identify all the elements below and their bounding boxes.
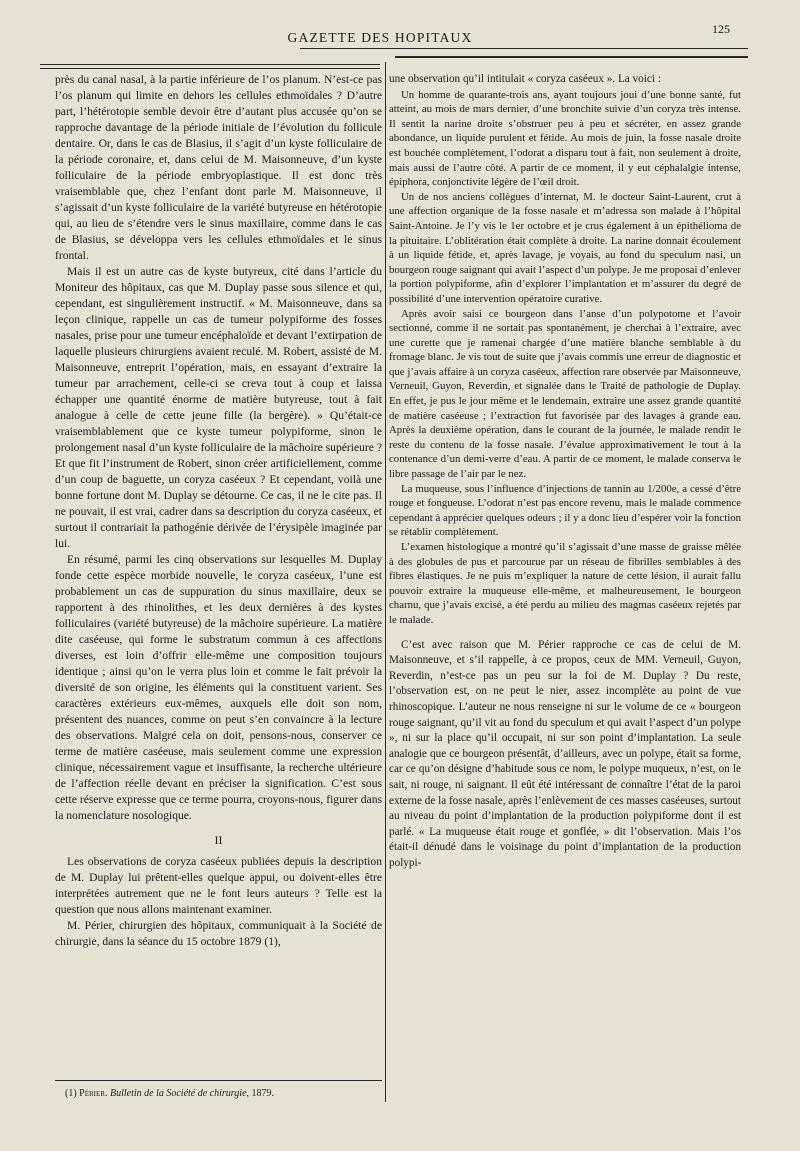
left-header-rule: [40, 64, 380, 65]
running-header-title: GAZETTE DES HOPITAUX: [287, 30, 473, 45]
observation-block: [389, 88, 741, 628]
footnote-author: Périer.: [79, 1088, 108, 1099]
observation-paragraph-1: Un homme de quarante-trois ans, ayant toujours joui d’une bonne santé, fut atteint, au mois de mars dernier, d’une bronchite suivie d’un coryza très intense. Il sentit la narine droite s’obstruer peu à peu et sécréter, en assez grande abondance, un liquide purulent et fétide. Au mois de juin, la fosse nasale droite est bouchée complètement, l’odorat a disparu tout à fait, non seulement à droite, mais aussi de l’autre côté. A partir de ce moment, il y eut céphalalgie intense, épiphora, conjonctivite légère de l’œil droit.: [389, 88, 741, 189]
header-rule-thin: [300, 48, 748, 49]
observation-paragraph-2: Un de nos anciens collègues d’internat, M. le docteur Saint-Laurent, crut à une affection organique de la fosse nasale et m’adressa son malade à l’hôpital Saint-Antoine. Je l’y vis le 1er octobre et je crus également à un épithélioma de la pituitaire. L’oblitération était complète à droite. La narine donnait écoulement à un liquide fétide, et, après lavage, je voyais, au fond du speculum nasi, un bourgeon rouge saignant qui avait l’aspect d’un polype. Je me proposai d’enlever la portion polypiforme, afin d’explorer l’implantation et m’assurer du degré de possibilité d’une intervention opératoire curative.: [389, 190, 741, 305]
left-paragraph-1: près du canal nasal, à la partie inférieure de l’os planum. N’est-ce pas l’os planum qui limite en dehors les cellules ethmoïdales ? D’autre part, l’hétérotopie semble devoir être d’autant plus accusée qu’on se rapproche davantage de la période initiale de l’évolution du follicule dentaire. Or, dans le cas de Blasius, il s’agit d’un kyste folliculaire de la période coronaire, et, dans celui de M. Maisonneuve, d’un kyste folliculaire de la période embryoplastique. Il est donc très vraisemblable que, chez l’enfant dont parle M. Maisonneuve, il s’agissait d’un kyste folliculaire de la variété butyreuse en hétérotopie qui, au lieu de s’étendre vers le sinus maxillaire, comme dans le cas de Blasius, se développa vers les cellules ethmoïdales et le sinus frontal.: [55, 73, 382, 262]
right-intro-paragraph: une observation qu’il intitulait « coryza caséeux ». La voici :: [389, 73, 661, 85]
footnote-year: , 1879.: [246, 1088, 275, 1099]
observation-paragraph-4: La muqueuse, sous l’influence d’injections de tannin au 1/200e, a cessé d’être rouge et fongueuse. L’odorat n’est pas encore revenu, mais le malade commence cependant à apprécier quelques odeurs ; il y a donc lieu d’espérer voir la fonction se rétablir complètement.: [389, 482, 741, 539]
footnote-rule: [55, 1080, 382, 1081]
left-paragraph-5: M. Périer, chirurgien des hôpitaux, communiquait à la Société de chirurgie, dans la séance du 15 octobre 1879 (1),: [55, 919, 382, 948]
observation-paragraph-3: Après avoir saisi ce bourgeon dans l’anse d’un polypotome et l’avoir sectionné, comme il ne sortait pas spontanément, je cherchai à l’extraire, avec une curette que je ramenai chargée d’une matière blanche semblable à du fromage blanc. Je vis tout de suite que j’avais commis une erreur de diagnostic et que j’avais affaire à un coryza caséeux, affection rare observée par Maisonneuve, Verneuil, Guyon, Reverdin, et signalée dans le Traité de pathologie de Duplay. En effet, je pus le jour même et le lendemain, extraire une assez grande quantité de matière caséeuse ; l’extraction fut favorisée par des lavages à grande eau. Après la deuxième opération, dans le courant de la journée, le malade rendit le reste du contenu de la fosse nasale. J’évalue approximativement le tout à la contenance d’un demi-verre d’eau. A partir de ce moment, le malade conserva le libre passage de l’air par le nez.: [389, 307, 741, 481]
column-divider: [385, 62, 386, 1102]
section-number: II: [214, 833, 223, 847]
footnote-source: Bulletin de la Société de chirurgie: [109, 1088, 247, 1099]
observation-paragraph-5: L’examen histologique a montré qu’il s’agissait d’une masse de graisse mêlée à des globules de pus et parcourue par un réseau de fibrilles semblables à des fibres élastiques. Je ne puis m’expliquer la nature de cette lésion, il aurait fallu pouvoir extraire la muqueuse elle-même, et malheureusement, le bourgeon charnu, que j’avais excisé, a été perdu au milieu des magmas caséeux rejetés par le malade.: [389, 541, 741, 626]
left-paragraph-2: Mais il est un autre cas de kyste butyreux, cité dans l’article du Moniteur des hôpitaux, cas que M. Duplay passe sous silence et qui, cependant, est singulièrement instructif. « M. Maisonneuve, dans sa leçon clinique, rappelle un cas de tumeur polypiforme des fosses nasales, prise pour une tumeur encéphaloïde et devant l’extirpation de laquelle plusieurs chirurgiens avaient reculé. M. Robert, assisté de M. Maisonneuve, entreprit l’opération, mais, en essayant d’extraire la tumeur par arrachement, celle-ci se creva tout à coup et laissa échapper une quantité énorme de matière butyreuse, tout à fait analogue à celle de cette jeune fille (la bergère). » Qu’était-ce vraisemblablement que ce kyste tumeur polypiforme, sinon le prolongement nasal d’un kyste folliculaire de la mâchoire supérieure ? Et que fit l’instrument de Robert, sinon créer artificiellement, comme d’un coup de baguette, un coryza caséeux ? Et cependant, voilà une bonne fortune dont M. Duplay se détourne. Ce cas, il ne le cite pas. Il ne pouvait, il est vrai, cadrer dans sa description du coryza caséeux, et surtout il contrariait la pathogénie dérivée de l’érysipèle imaginée par lui.: [55, 265, 382, 550]
right-paragraph-after: C’est avec raison que M. Périer rapproche ce cas de celui de M. Maisonneuve, et s’il rappelle, à ce propos, ceux de MM. Verneuil, Guyon, Reverdin, n’est-ce pas un peu sur la foi de M. Duplay ? Du reste, l’observation est, on ne peut le nier, assez incomplète au point de vue rhinoscopique. L’auteur ne nous renseigne ni sur le volume de ce « bourgeon rouge saignant, qu’il vit au fond du speculum et qui avait l’aspect d’un polype », ni sur la place qu’il occupait, ni sur son point d’implantation. La seule analogie que ce bourgeon présentât, d’ailleurs, avec un polype, était sa forme, car ce qu’on désigne d’habitude sous ce nom, le polype muqueux, n’est, on le sait, ni rouge, ni saignant. Il eût été intéressant de connaître l’état de la paroi externe de la fosse nasale, après l’enlèvement de ces masses caséeuses, surtout au niveau du point d’implantation de la production polypiforme dont il est parlé. « La muqueuse était rouge et gonflée, » dit l’observation. Mais l’os était-il dénudé dans le voisinage du point d’implantation de la production polypi-: [389, 638, 741, 869]
header-rule-thick: [395, 56, 748, 58]
right-column: [389, 72, 741, 871]
page-number: 125: [712, 22, 730, 36]
left-paragraph-3: En résumé, parmi les cinq observations sur lesquelles M. Duplay fonde cette espèce morbide nouvelle, le coryza caséeux, l’une est probablement un cas de suppuration du sinus maxillaire, deux se rapportent à des rhinolithes, et les deux dernières à des kystes folliculaires (variété butyreuse) de la mâchoire supérieure. La matière dite caséeuse, qui forme le substratum commun à ces affections diverses, est loin d’offrir elle-même une composition toujours identique ; ainsi qu’on le verra plus loin et comme le fait prévoir la diversité de son origine, les éléments qui la constituent varient. Ses caractères extérieurs eux-mêmes, auxquels elle doit son nom, présentent des nuances, comme on peut s’en convaincre à la lecture des observations. Malgré cela on doit, pensons-nous, conserver ce terme de matière caséeuse, mais seulement comme une expression clinique, nécessairement vague et insuffisante, la recherche ultérieure de l’affection réelle devant en préciser la signification. C’est sous cette réserve expresse que ce terme pourra, croyons-nous, figurer dans la nomenclature nosologique.: [55, 553, 382, 822]
footnote-marker: (1): [65, 1088, 77, 1099]
left-paragraph-4: Les observations de coryza caséeux publiées depuis la description de M. Duplay lui prêtent-elles quelque appui, ou doivent-elles être interprétées autrement que ne le font leurs auteurs ? Telle est la question que nous allons maintenant examiner.: [55, 855, 382, 916]
footnote: [65, 1088, 385, 1099]
left-header-rule-2: [40, 68, 380, 69]
left-column: [55, 72, 382, 950]
paragraph-spacer: [389, 628, 741, 638]
